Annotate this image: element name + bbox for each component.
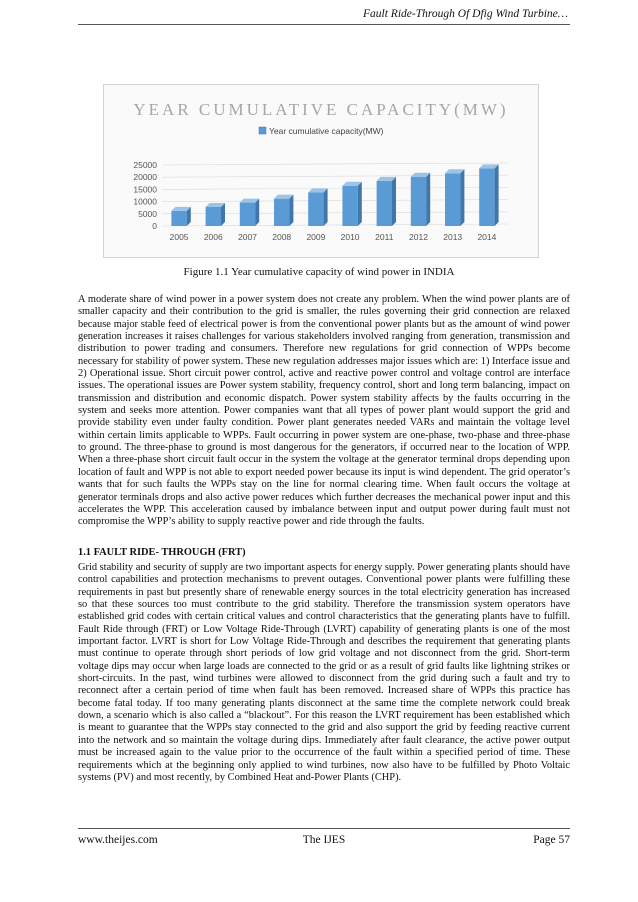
x-tick-label: 2013 (443, 232, 463, 242)
bar-side-2007 (255, 199, 259, 226)
paragraph-intro: A moderate share of wind power in a power system does not create any problem. When the wind power plants are of smaller capacity and their contribution to the grid is smaller, the rules governing their grid connection are relaxed because major stable feed of electrical power is from the conventional power plants but as the amount of wind power generation increases it raises challenges for various stakeholders involved ranging from generation, transmission and distribution to power trading and consumers. Therefore new regulations for grid connection of WPPs become necessary for stability of power system. These new regulation addresses major issues which are: 1) Interface issue and 2) Operational issue. Short circuit power control, active and reactive power control and voltage control are interface issues. The operational issues are Power system stability, frequency control, short and long term balancing, impact on transmission and distribution and economic dispatch. Power system stability affects by the faults occurring in the system and seeks more attention. Power companies want that all types of power plant would support the grid and provide stability even under faulty condition. Power plant generates needed VARs and maintain the voltage level within certain limits applicable to WPPs. Fault occurring in power system are one-phase, two-phase and three-phase to ground. The three-phase to ground is most dangerous for the generators, if occurred near to the location of WPP. When a three-phase short circuit fault occur in the system the voltage at the generator terminal drops depending upon location of fault and WPP is not able to export needed power because its input is wind dependent. The grid operator’s wants that for such faults the WPPs stay on the line for normal clearing time. When fault occurs the voltage at generator terminals drops and also active power reduces which further decreases the mechanical power input and this accelerates the WPP. This acceleration caused by imbalance between input and output power during fault must not compromise the WPP’s ability to supply reactive power and ride through the faults. (78, 294, 570, 528)
bar-2011 (377, 181, 392, 226)
x-tick-label: 2006 (203, 232, 223, 242)
bar-2008 (274, 199, 289, 226)
bar-side-2013 (460, 169, 464, 226)
footer-rule (78, 828, 570, 829)
header-rule (78, 24, 570, 25)
y-tick-label: 25000 (133, 160, 157, 170)
bar-side-2010 (358, 182, 362, 226)
figure-caption: Figure 1.1 Year cumulative capacity of wind power in INDIA (183, 266, 455, 278)
bar-2010 (342, 186, 357, 226)
x-tick-label: 2008 (272, 232, 292, 242)
gridline (162, 163, 508, 165)
bar-side-2011 (392, 177, 396, 226)
y-tick-label: 0 (152, 221, 157, 231)
bar-2014 (479, 168, 494, 226)
running-header: Fault Ride-Through Of Dfig Wind Turbine… (363, 8, 568, 20)
legend-swatch (259, 127, 266, 134)
x-tick-label: 2007 (238, 232, 257, 242)
x-tick-label: 2009 (306, 232, 326, 242)
x-tick-label: 2011 (375, 232, 394, 242)
bar-side-2012 (426, 173, 430, 226)
x-tick-label: 2005 (169, 232, 189, 242)
bar-2009 (308, 192, 323, 226)
chart-figure (103, 84, 539, 258)
legend-label: Year cumulative capacity(MW) (269, 126, 384, 136)
cumulative-capacity-chart (104, 85, 538, 257)
chart-title: YEAR CUMULATIVE CAPACITY(MW) (133, 100, 509, 119)
bar-2006 (206, 207, 221, 226)
bar-2012 (411, 177, 426, 226)
x-tick-label: 2010 (340, 232, 360, 242)
bar-2005 (171, 211, 186, 226)
y-tick-label: 20000 (133, 172, 157, 183)
bar-2013 (445, 173, 460, 226)
footer-website-link[interactable]: www.theijes.com (78, 834, 158, 846)
paragraph-frt: Grid stability and security of supply are two important aspects for energy supply. Power generating plants should have control capabilities and protection mechanisms to prevent outages. Conventional power plants were fulfilling these requirements in past but presently share of renewable energy sources in the total electricity generation has increased so that these sources too must contribute to the grid stability. Therefore the transmission system operators have established grid codes with certain critical values and control characteristics that the generating plants have to fulfill. Fault Ride through (FRT) or Low Voltage Ride-Through (LVRT) capability of generating plants is one of the most important factor. LVRT is short for Low Voltage Ride-Through and describes the requirement that generating plants must continue to operate through short periods of low grid voltage and not disconnect from the grid. Short-term voltage dips may occur when large loads are connected to the grid or as a result of grid faults like lightning strikes or short-circuits. In the past, wind turbines were allowed to disconnect from the grid during such a fault and try to reconnect after a certain period of time when fault has been removed. Increased share of WPPs this practice has become fatal today. If too many generating plants disconnect at the same time the complete network could break down, a scenario which is also called a “blackout”. For this reason the LVRT requirement has been established which is meant to guarantee that the WPPs stay connected to the grid and also support the grid by feeding reactive current into the network and so maintain the voltage during dips. Immediately after fault clearance, the active power output must be increased again to the value prior to the occurrence of the fault within a specified period of time. These requirements which at the beginning only applied to wind turbines, now also have to be fulfilled by Photo Voltaic systems (PV) and most recently, by Combined Heat and-Power Plants (CHP). (78, 562, 571, 783)
bar-side-2009 (324, 188, 328, 226)
chart-legend (259, 126, 384, 136)
x-tick-label: 2012 (409, 232, 428, 242)
bar-2007 (240, 203, 255, 226)
y-tick-label: 10000 (133, 196, 157, 207)
footer-journal-name: The IJES (302, 834, 346, 846)
bar-side-2008 (289, 195, 293, 226)
bar-side-2014 (495, 164, 499, 226)
y-tick-label: 5000 (138, 208, 157, 219)
bar-side-2006 (221, 203, 225, 226)
y-tick-label: 15000 (133, 184, 157, 195)
footer-page-number: Page 57 (533, 834, 570, 846)
section-heading: 1.1 FAULT RIDE- THROUGH (FRT) (78, 547, 246, 558)
x-tick-label: 2014 (477, 232, 497, 242)
